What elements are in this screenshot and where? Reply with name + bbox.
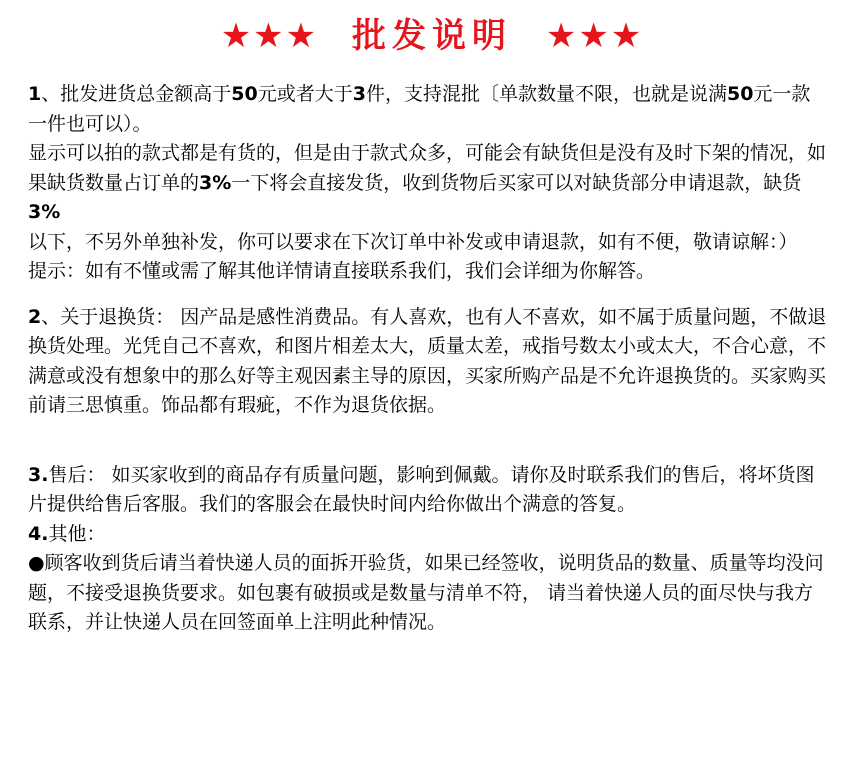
section-1-number: 1 xyxy=(28,83,42,105)
section-1-text-b: 元或者大于 xyxy=(257,83,353,105)
section-4-paragraph xyxy=(28,549,828,638)
page-title xyxy=(0,14,864,58)
section-4-heading xyxy=(28,520,828,550)
section-3-text: 售后： 如买家收到的商品存有质量问题，影响到佩戴。请你及时联系我们的售后，将坏货图片提供给售后客服。我们的客服会在最快时间内给你做出个满意的答复。 xyxy=(28,463,815,515)
tip-paragraph: 提示：如有不懂或需了解其他详情请直接联系我们，我们会详细为你解答。 xyxy=(28,260,656,282)
section-1-text-a: 、批发进货总金额高于 xyxy=(41,83,232,105)
bullet-icon: ● xyxy=(28,552,45,574)
section-2-number: 2 xyxy=(28,305,42,328)
section-1-amount-2: 50 xyxy=(726,83,754,105)
section-1-paragraph xyxy=(28,80,828,139)
section-4-number: 4. xyxy=(28,522,49,545)
wholesale-terms xyxy=(28,80,828,638)
section-2-text: 、关于退换货： 因产品是感性消费品。有人喜欢，也有人不喜欢，如不属于质量问题，不做退换货处理。光凭自己不喜欢，和图片相差太大，质量太差，戒指号数太小或太大，不合心意，不满意或没有想象中的那么好等主观因素主导的原因，买家所购产品是不允许退换货的。买家购买前请三思慎重。饰品都有瑕疵，不作为退货依据。 xyxy=(28,305,827,416)
section-1-count: 3 xyxy=(352,83,366,105)
stock-notice-percent-1: 3% xyxy=(199,171,232,194)
section-3-number: 3. xyxy=(28,463,49,486)
section-1-amount: 50 xyxy=(231,83,258,105)
section-3-paragraph xyxy=(28,461,828,520)
stars-right-decoration: ★★★ xyxy=(545,16,644,56)
section-2-paragraph xyxy=(28,303,828,421)
stock-notice-text-a: 显示可以拍的款式都是有货的，但是由于款式众多，可能会有缺货但是没有及时下架的情况，如果缺货数量占订单的 xyxy=(28,142,827,194)
stock-notice-paragraph xyxy=(28,139,828,257)
stock-notice-percent-2: 3% xyxy=(28,201,61,223)
spacer xyxy=(28,287,828,303)
stock-notice-text-c: 以下，不另外单独补发，你可以要求在下次订单中补发或申请退款，如有不便，敬请谅解：） xyxy=(28,230,798,253)
section-4-heading-text: 其他： xyxy=(48,522,106,545)
title-text: 批发说明 xyxy=(352,16,512,56)
stock-notice-text-b: 一下将会直接发货，收到货物后买家可以对缺货部分申请退款，缺货 xyxy=(231,171,802,194)
spacer xyxy=(28,421,828,461)
stars-left-decoration: ★★★ xyxy=(220,16,319,56)
section-4-text: 顾客收到货后请当着快递人员的面拆开验货，如果已经签收，说明货品的数量、质量等均没问题，不接受退换货要求。如包裹有破损或是数量与清单不符， 请当着快递人员的面尽快与我方联系，并让快递人员在回签面单上注明此种情况。 xyxy=(28,552,824,633)
section-1-text-d: 元一款一件也可以）。 xyxy=(28,83,811,135)
section-1-text-c: 件，支持混批〔单款数量不限，也就是说满 xyxy=(365,83,727,105)
